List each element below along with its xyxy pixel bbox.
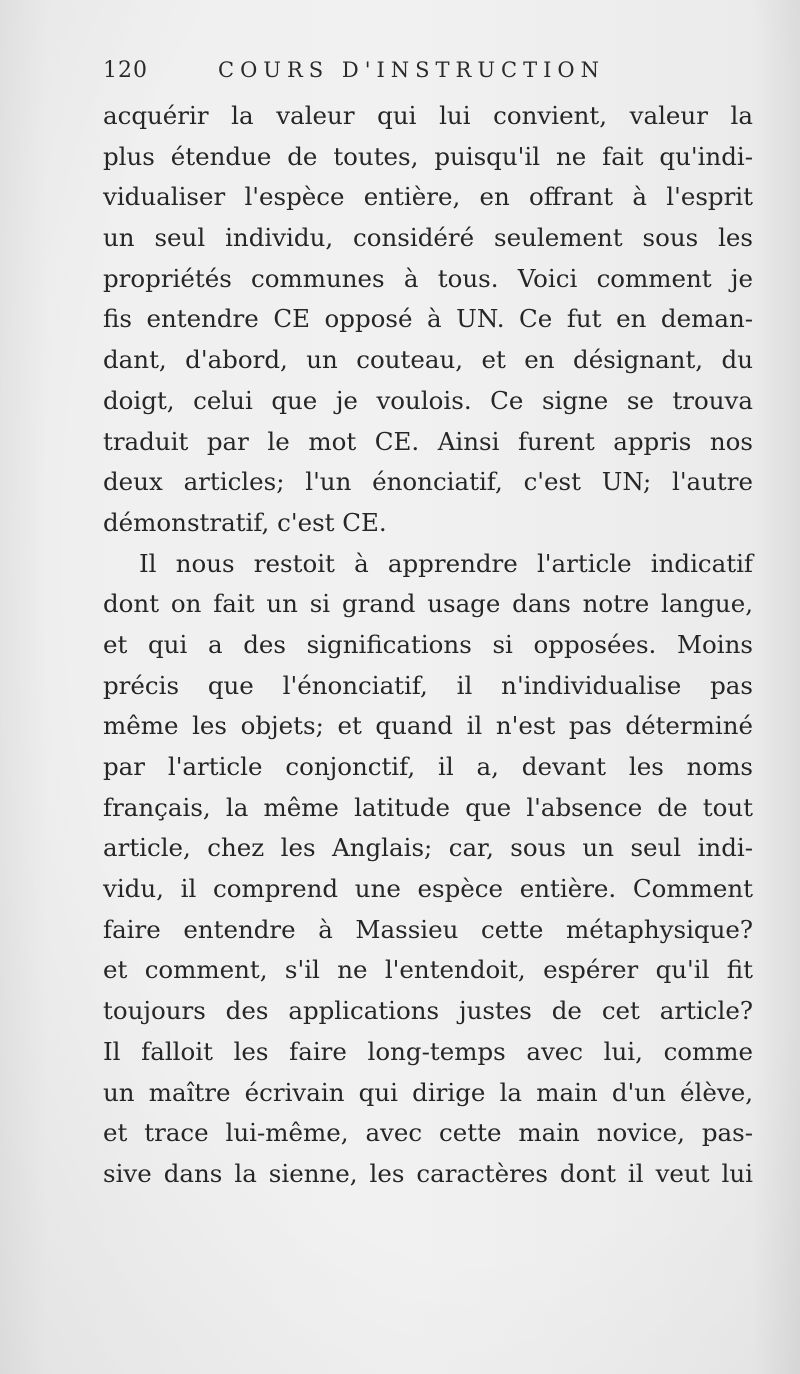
text-line: traduit par le mot CE. Ainsi furent appris nos: [103, 426, 753, 456]
text-line: vidualiser l'espèce entière, en offrant à l'esprit: [103, 182, 753, 212]
body-text: [103, 96, 753, 1195]
text-line: par l'article conjonctif, il a, devant les noms: [103, 752, 753, 781]
text-line: et comment, s'il ne l'entendoit, espérer qu'il fit: [103, 955, 753, 985]
page-header: [103, 58, 703, 88]
running-title: COURS D'INSTRUCTION: [218, 58, 605, 82]
text-line: Il falloit les faire long-temps avec lui, comme: [103, 1036, 753, 1066]
text-line: sive dans la sienne, les caractères dont il veut lui: [103, 1158, 753, 1188]
text-line: toujours des applications justes de cet article?: [103, 996, 753, 1026]
text-line: précis que l'énonciatif, il n'individualise pas: [103, 670, 753, 700]
text-line: propriétés communes à tous. Voici comment je: [103, 263, 753, 293]
text-line: article, chez les Anglais; car, sous un seul indi-: [103, 833, 753, 863]
text-line: dant, d'abord, un couteau, et en désignant, du: [103, 345, 753, 375]
text-line: même les objets; et quand il n'est pas déterminé: [103, 711, 753, 741]
text-line: et qui a des significations si opposées. Moins: [103, 629, 753, 659]
page-number: 120: [103, 58, 148, 83]
text-line: français, la même latitude que l'absence de tout: [103, 792, 753, 822]
text-line: deux articles; l'un énonciatif, c'est UN; l'autre: [103, 467, 753, 497]
text-line: vidu, il comprend une espèce entière. Comment: [103, 874, 753, 904]
text-line: et trace lui-même, avec cette main novice, pas-: [103, 1118, 753, 1148]
paragraph-start-line: Il nous restoit à apprendre l'article indicatif: [139, 548, 753, 578]
text-line: plus étendue de toutes, puisqu'il ne fait qu'indi-: [103, 141, 753, 171]
text-line: un maître écrivain qui dirige la main d'un élève,: [103, 1077, 753, 1107]
text-line: fis entendre CE opposé à UN. Ce fut en deman-: [103, 304, 753, 334]
text-line: acquérir la valeur qui lui convient, valeur la: [103, 101, 753, 130]
text-line: un seul individu, considéré seulement sous les: [103, 223, 753, 253]
text-line: démonstratif, c'est CE.: [103, 507, 387, 537]
text-line: dont on fait un si grand usage dans notre langue,: [103, 589, 753, 619]
text-line: doigt, celui que je voulois. Ce signe se trouva: [103, 385, 753, 415]
text-line: faire entendre à Massieu cette métaphysique?: [103, 914, 753, 944]
